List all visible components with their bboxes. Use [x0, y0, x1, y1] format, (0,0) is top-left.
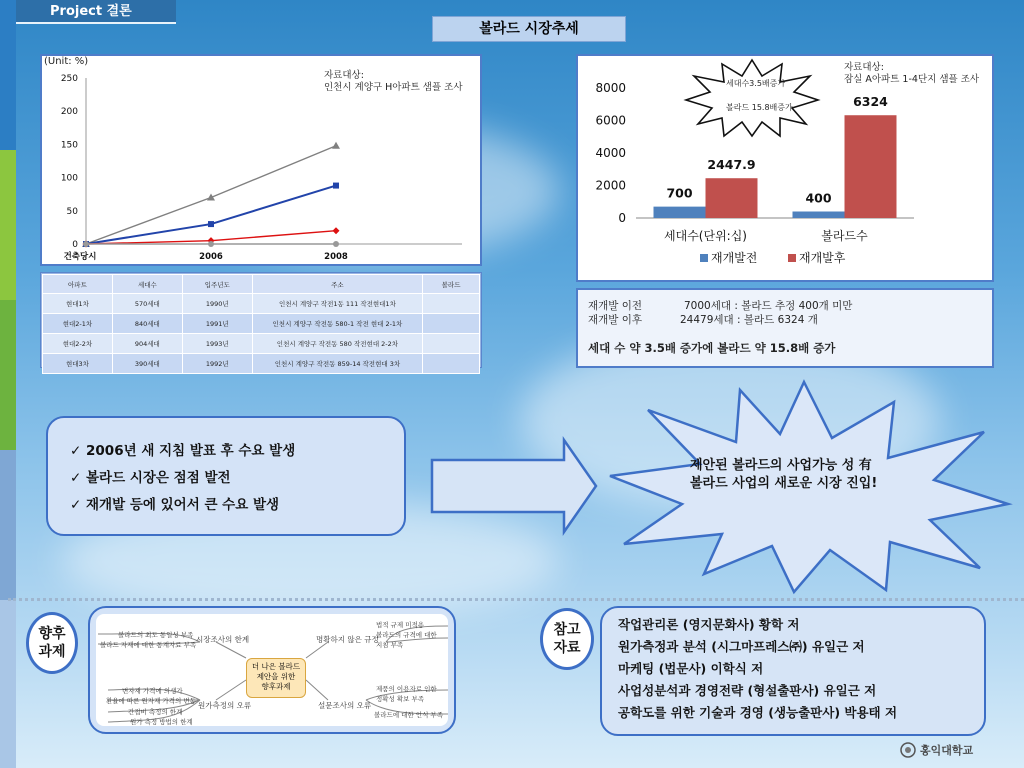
- y-tick-label: 0: [72, 240, 78, 250]
- after-label: 재개발 이후: [588, 314, 643, 326]
- table-cell: 1993년: [182, 334, 252, 354]
- mindmap-leaf: 제품의 이용자로 인한: [376, 685, 437, 693]
- table-cell: 840세대: [112, 314, 182, 334]
- university-name: 홍익대학교: [920, 744, 974, 757]
- table-cell: 1990년: [182, 294, 252, 314]
- table-header-cell: 볼라드: [423, 275, 480, 294]
- page-title: 볼라드 시장추세: [432, 16, 626, 42]
- legend-swatch: [700, 254, 708, 262]
- table-cell: 390세대: [112, 354, 182, 374]
- table-cell: 현대1차: [43, 294, 113, 314]
- bar-chart-panel: [576, 54, 994, 282]
- redevelopment-summary-panel: [576, 288, 994, 368]
- source-label: 자료대상:: [324, 70, 364, 81]
- left-color-stripe: [0, 0, 16, 768]
- legend-label: 재개발전: [711, 251, 758, 265]
- bar: [654, 207, 706, 218]
- finding-item: ✓ 볼라드 시장은 점점 발전: [70, 470, 231, 486]
- table-cell: [423, 354, 480, 374]
- mindmap-leaf: 법적 규제 미적용: [376, 621, 425, 629]
- finding-item: ✓ 재개발 등에 있어서 큰 수요 발생: [70, 497, 280, 513]
- bar: [793, 212, 845, 219]
- table-cell: 570세대: [112, 294, 182, 314]
- data-point: [333, 241, 339, 247]
- starburst-text-households: 세대수3.5배증가: [726, 79, 786, 88]
- table-row: [43, 334, 480, 354]
- table-cell: 인천시 계양구 작전1동 111 작전현대1차: [252, 294, 422, 314]
- table-cell: 1992년: [182, 354, 252, 374]
- source-label: 자료대상:: [844, 62, 884, 73]
- bar: [845, 115, 897, 218]
- legend-swatch: [788, 254, 796, 262]
- table-cell: 인천시 계양구 작전동 580-1 작전 현대 2-1차: [252, 314, 422, 334]
- bar: [706, 178, 758, 218]
- starburst-text-bollards: 볼라드 15.8배증가: [726, 103, 793, 112]
- table-cell: 904세대: [112, 334, 182, 354]
- table-header-cell: 입주년도: [182, 275, 252, 294]
- after-value: 24479세대 : 볼라드 6324 개: [680, 314, 818, 326]
- right-arrow-shape: [430, 436, 600, 536]
- y-tick-label: 2000: [595, 178, 626, 193]
- apartment-table-wrapper: [40, 272, 482, 368]
- mindmap-leaf: 간접비 측정의 한계: [128, 708, 183, 716]
- table-row: [43, 354, 480, 374]
- table-header-cell: 세대수: [112, 275, 182, 294]
- mindmap-leaf: 원가 측정 방법의 한계: [130, 718, 193, 726]
- reference-item: 마케팅 (법문사) 이학식 저: [618, 661, 764, 676]
- future-tasks-badge: 향후 과제: [26, 612, 78, 674]
- x-tick-label: 건축당시: [63, 252, 97, 262]
- x-category-label: 볼라드수: [821, 229, 868, 243]
- finding-item: ✓ 2006년 새 지침 발표 후 수요 발생: [70, 443, 296, 459]
- university-logo: [900, 740, 973, 760]
- starburst-callout: [682, 58, 822, 138]
- bar-data-label: 6324: [853, 94, 888, 110]
- before-label: 재개발 이전: [588, 300, 643, 312]
- y-tick-label: 200: [60, 107, 78, 118]
- y-tick-label: 50: [66, 206, 78, 217]
- mindmap-leaf: 정확성 확보 부족: [376, 695, 425, 703]
- legend-label: 재개발후: [799, 251, 846, 265]
- mindmap-branch-regulation: 명확하지 않은 규정: [316, 635, 379, 644]
- future-tasks-mindmap-box: [88, 606, 456, 734]
- table-cell: [423, 314, 480, 334]
- data-point: [332, 142, 340, 149]
- table-cell: 1991년: [182, 314, 252, 334]
- apartment-table: [42, 274, 480, 374]
- findings-box: [46, 416, 406, 536]
- mindmap-leaf: 볼라드의 최도 통일성 부족: [118, 631, 194, 639]
- bar-data-label: 700: [666, 185, 693, 201]
- table-header-cell: 주소: [252, 275, 422, 294]
- section-divider: [8, 598, 1024, 601]
- y-tick-label: 4000: [595, 146, 626, 160]
- mindmap-leaf: 변자재 가격에 의생가: [122, 687, 183, 695]
- mindmap-branch-market-research: 시장조사의 한계: [196, 635, 250, 644]
- table-cell: 현대3차: [43, 354, 113, 374]
- star-text-line1: 제안된 볼라드의 사업가능 성 有: [690, 458, 872, 473]
- mindmap-branch-cost-error: 원가측정의 오류: [198, 701, 252, 710]
- source-text: 잠실 A아파트 1-4단지 샘플 조사: [844, 74, 980, 85]
- mindmap-branch-survey-error: 설문조사의 오류: [318, 701, 372, 710]
- data-point: [333, 227, 340, 234]
- before-value: 7000세대 : 볼라드 추정 400개 미만: [684, 300, 853, 312]
- data-point: [83, 241, 89, 247]
- unit-label: (Unit: %): [44, 56, 89, 67]
- bar-data-label: 400: [805, 190, 832, 206]
- reference-item: 사업성분석과 경영전략 (형설출판사) 유일근 저: [618, 683, 877, 698]
- mindmap-leaf: 지침 부족: [376, 641, 404, 649]
- references-list: [618, 614, 897, 724]
- y-tick-label: 0: [618, 211, 626, 225]
- data-point: [208, 241, 214, 247]
- mindmap-canvas: [96, 614, 448, 726]
- university-emblem-icon: [900, 742, 916, 758]
- table-cell: 현대2-2차: [43, 334, 113, 354]
- mindmap-leaf: 볼라드의 규격에 대한: [376, 631, 437, 639]
- x-tick-label: 2008: [324, 252, 348, 262]
- section-tab: Project 결론: [16, 0, 176, 24]
- reference-item: 공학도를 위한 기술과 경영 (생능출판사) 박용태 저: [618, 705, 898, 720]
- reference-item: 작업관리론 (영지문화사) 황학 저: [618, 617, 800, 632]
- y-tick-label: 8000: [595, 81, 626, 95]
- table-cell: 현대2-1차: [43, 314, 113, 334]
- y-tick-label: 150: [60, 140, 78, 151]
- y-tick-label: 6000: [595, 113, 626, 128]
- table-cell: [423, 334, 480, 354]
- summary-conclusion: 세대 수 약 3.5배 증가에 볼라드 약 15.8배 증가: [588, 341, 836, 355]
- references-badge: 참고 자료: [540, 608, 594, 670]
- table-row: [43, 314, 480, 334]
- line-chart-panel: [40, 54, 482, 266]
- bar-data-label: 2447.9: [707, 157, 756, 173]
- star-text-line2: 볼라드 사업의 새로운 시장 진입!: [690, 476, 878, 491]
- mindmap-leaf: 볼라드에 대한 인식 부족: [374, 711, 443, 719]
- y-tick-label: 250: [60, 74, 78, 84]
- line-chart: [42, 56, 480, 264]
- mindmap-center-node: 더 나은 볼라드 제안을 위한 향후과제: [246, 658, 306, 698]
- reference-item: 원가측정과 분석 (시그마프레스㈜) 유일근 저: [618, 639, 865, 654]
- mindmap-leaf: 볼라드 자재에 대한 통계자료 부족: [100, 641, 197, 649]
- table-cell: 인천시 계양구 작전동 859-14 작전현대 3차: [252, 354, 422, 374]
- mindmap-leaf: 환율에 따른 원자재 가격의 변동: [106, 697, 196, 705]
- table-header-cell: 아파트: [43, 275, 113, 294]
- table-cell: 인천시 계양구 작전동 580 작전현대 2-2차: [252, 334, 422, 354]
- table-row: [43, 294, 480, 314]
- table-cell: [423, 294, 480, 314]
- y-tick-label: 100: [60, 173, 78, 184]
- data-point: [208, 221, 214, 227]
- x-category-label: 세대수(단위:십): [664, 229, 747, 243]
- data-point: [333, 183, 339, 189]
- x-tick-label: 2006: [199, 252, 223, 262]
- source-text: 인천시 계양구 H아파트 샘플 조사: [324, 82, 463, 93]
